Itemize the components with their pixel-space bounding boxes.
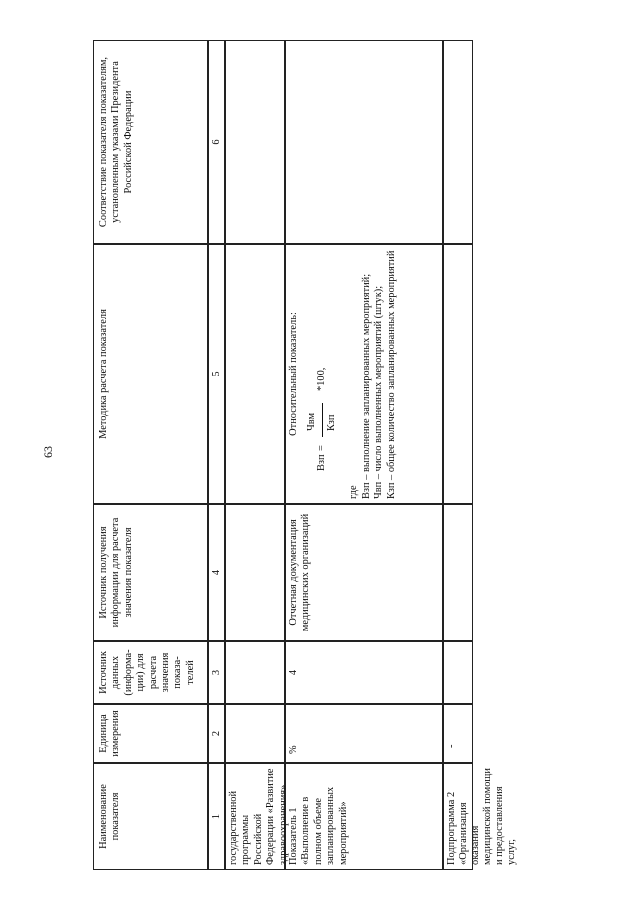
indicator-table bbox=[93, 40, 517, 870]
row-indicator-method bbox=[285, 244, 443, 504]
header-data-source: Источник данных (информа-ции) для расчета значения показа-телей bbox=[93, 641, 208, 704]
method-definition: Чвп – число выполненных мероприятий (штук); bbox=[373, 285, 385, 499]
row-subprogram-data-source bbox=[443, 641, 473, 704]
row-program-info-source bbox=[225, 504, 285, 641]
row-subprogram-info-source bbox=[443, 504, 473, 641]
formula-numerator: Чвм bbox=[306, 412, 318, 431]
method-intro: Относительный показатель: bbox=[288, 312, 299, 436]
row-indicator-info-source: Отчетная документация медицинских организаций bbox=[285, 504, 443, 641]
row-indicator-compliance bbox=[285, 40, 443, 244]
formula-equals: = bbox=[316, 445, 328, 451]
row-program-unit bbox=[225, 704, 285, 763]
method-formula bbox=[304, 249, 348, 499]
row-program-data-source bbox=[225, 641, 285, 704]
column-number: 5 bbox=[208, 244, 225, 504]
row-program-name: государственной программы Российской Федерации «Развитие здравоохранения» bbox=[225, 763, 285, 870]
formula-multiplier: *100, bbox=[316, 367, 328, 391]
fraction-line bbox=[322, 403, 323, 437]
method-definition: Кзп – общее количество запланированных мероприятий bbox=[385, 250, 397, 499]
header-info-source: Источник получения информации для расчета значения показателя bbox=[93, 504, 208, 641]
method-where: где bbox=[348, 485, 360, 499]
header-method: Методика расчета показателя bbox=[93, 244, 208, 504]
row-program-compliance bbox=[225, 40, 285, 244]
header-compliance: Соответствие показателя показателям, установленным указами Президента Российской Федерации bbox=[93, 40, 208, 244]
column-number: 1 bbox=[208, 763, 225, 870]
header-unit: Единица измерения bbox=[93, 704, 208, 763]
row-indicator-name: Показатель 1 «Выполнение в полном объеме запланированных мероприятий» bbox=[285, 763, 443, 870]
row-subprogram-method bbox=[443, 244, 473, 504]
row-subprogram-name: Подпрограмма 2 «Организация оказания медицинской помощи и предоставления услуг, bbox=[443, 763, 473, 870]
formula-denominator: Кзп bbox=[326, 414, 338, 431]
row-indicator-unit: % bbox=[285, 704, 443, 763]
formula-lhs: Взп bbox=[316, 454, 328, 471]
column-number: 4 bbox=[208, 504, 225, 641]
column-number: 3 bbox=[208, 641, 225, 704]
column-number: 2 bbox=[208, 704, 225, 763]
header-indicator-name: Наименование показателя bbox=[93, 763, 208, 870]
page-number: 63 bbox=[41, 446, 55, 458]
method-definition: Взп – выполнение запланированных мероприятий; bbox=[360, 273, 372, 499]
row-program-method bbox=[225, 244, 285, 504]
column-number: 6 bbox=[208, 40, 225, 244]
row-subprogram-compliance bbox=[443, 40, 473, 244]
row-subprogram-unit: - bbox=[443, 704, 473, 763]
row-indicator-data-source: 4 bbox=[285, 641, 443, 704]
